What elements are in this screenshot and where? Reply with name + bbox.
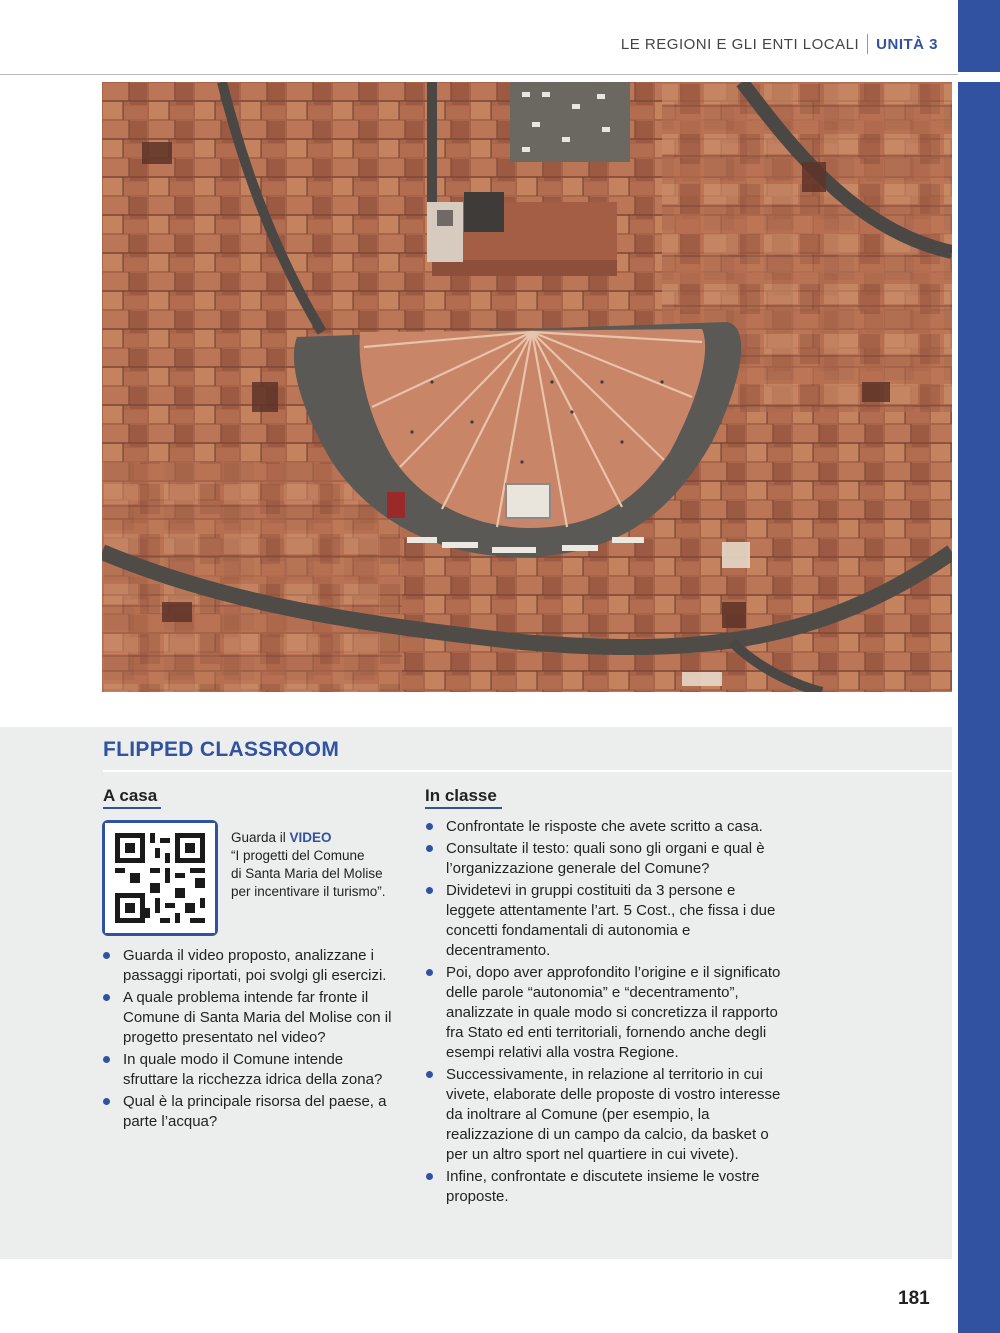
class-title-underline bbox=[425, 807, 502, 809]
unit-tab bbox=[958, 0, 1000, 72]
class-activity-item: Infine, confrontate e discutete insieme le vostre proposte. bbox=[425, 1167, 785, 1207]
unit-label: UNITÀ 3 bbox=[876, 35, 938, 53]
home-section-title: A casa bbox=[103, 786, 158, 805]
video-caption bbox=[231, 829, 386, 901]
side-color-bar bbox=[958, 82, 1000, 1333]
class-activity-item: Dividetevi in gruppi costituiti da 3 persone e leggete attentamente l’art. 5 Cost., che fissa i due concetti fondamentali di autonomia e decentramento. bbox=[425, 881, 785, 961]
header-divider bbox=[867, 34, 868, 54]
home-title-underline bbox=[103, 807, 161, 809]
page-number: 181 bbox=[898, 1288, 930, 1309]
video-caption-line: “I progetti del Comune bbox=[231, 848, 365, 863]
home-activity-item: A quale problema intende far fronte il Comune di Santa Maria del Molise con il progetto presentato nel video? bbox=[102, 988, 402, 1048]
video-caption-line: di Santa Maria del Molise bbox=[231, 866, 383, 881]
home-activity-item: Guarda il video proposto, analizzane i passaggi riportati, poi svolgi gli esercizi. bbox=[102, 946, 402, 986]
home-activity-list bbox=[102, 946, 402, 1134]
class-activity-item: Poi, dopo aver approfondito l’origine e il significato delle parole “autonomia” e “decentramento”, analizzate in quale modo si concretizza il rapporto fra Stato ed enti territoriali, fornendo anche degli esempi relativi alla vostra Regione. bbox=[425, 963, 785, 1063]
page-header bbox=[0, 0, 958, 75]
running-head bbox=[621, 34, 938, 54]
class-activity-item: Successivamente, in relazione al territorio in cui vivete, elaborate delle proposte di vostro interesse da inoltrare al Comune (per esempio, la realizzazione di un campo da calcio, da basket o per un altro sport nel quartiere in cui vivete). bbox=[425, 1065, 785, 1165]
panel-divider bbox=[103, 770, 952, 772]
video-prefix: Guarda il bbox=[231, 830, 286, 845]
aerial-photo-illustration bbox=[102, 82, 952, 692]
qr-code[interactable] bbox=[102, 820, 218, 936]
video-link[interactable]: VIDEO bbox=[289, 830, 332, 845]
panel-title: FLIPPED CLASSROOM bbox=[103, 738, 340, 761]
aerial-photo bbox=[102, 82, 952, 692]
class-section-title: In classe bbox=[425, 786, 497, 805]
section-title: LE REGIONI E GLI ENTI LOCALI bbox=[620, 35, 860, 53]
home-activity-item: Qual è la principale risorsa del paese, a parte l’acqua? bbox=[102, 1092, 402, 1132]
class-activity-item: Consultate il testo: quali sono gli organi e qual è l’organizzazione generale del Comune? bbox=[425, 839, 785, 879]
qr-code-icon bbox=[105, 823, 215, 933]
class-activity-item: Confrontate le risposte che avete scritto a casa. bbox=[425, 817, 785, 837]
video-link-line bbox=[231, 829, 386, 847]
home-activity-item: In quale modo il Comune intende sfruttare la ricchezza idrica della zona? bbox=[102, 1050, 402, 1090]
class-activity-list bbox=[425, 817, 785, 1209]
video-caption-line: per incentivare il turismo”. bbox=[231, 884, 386, 899]
